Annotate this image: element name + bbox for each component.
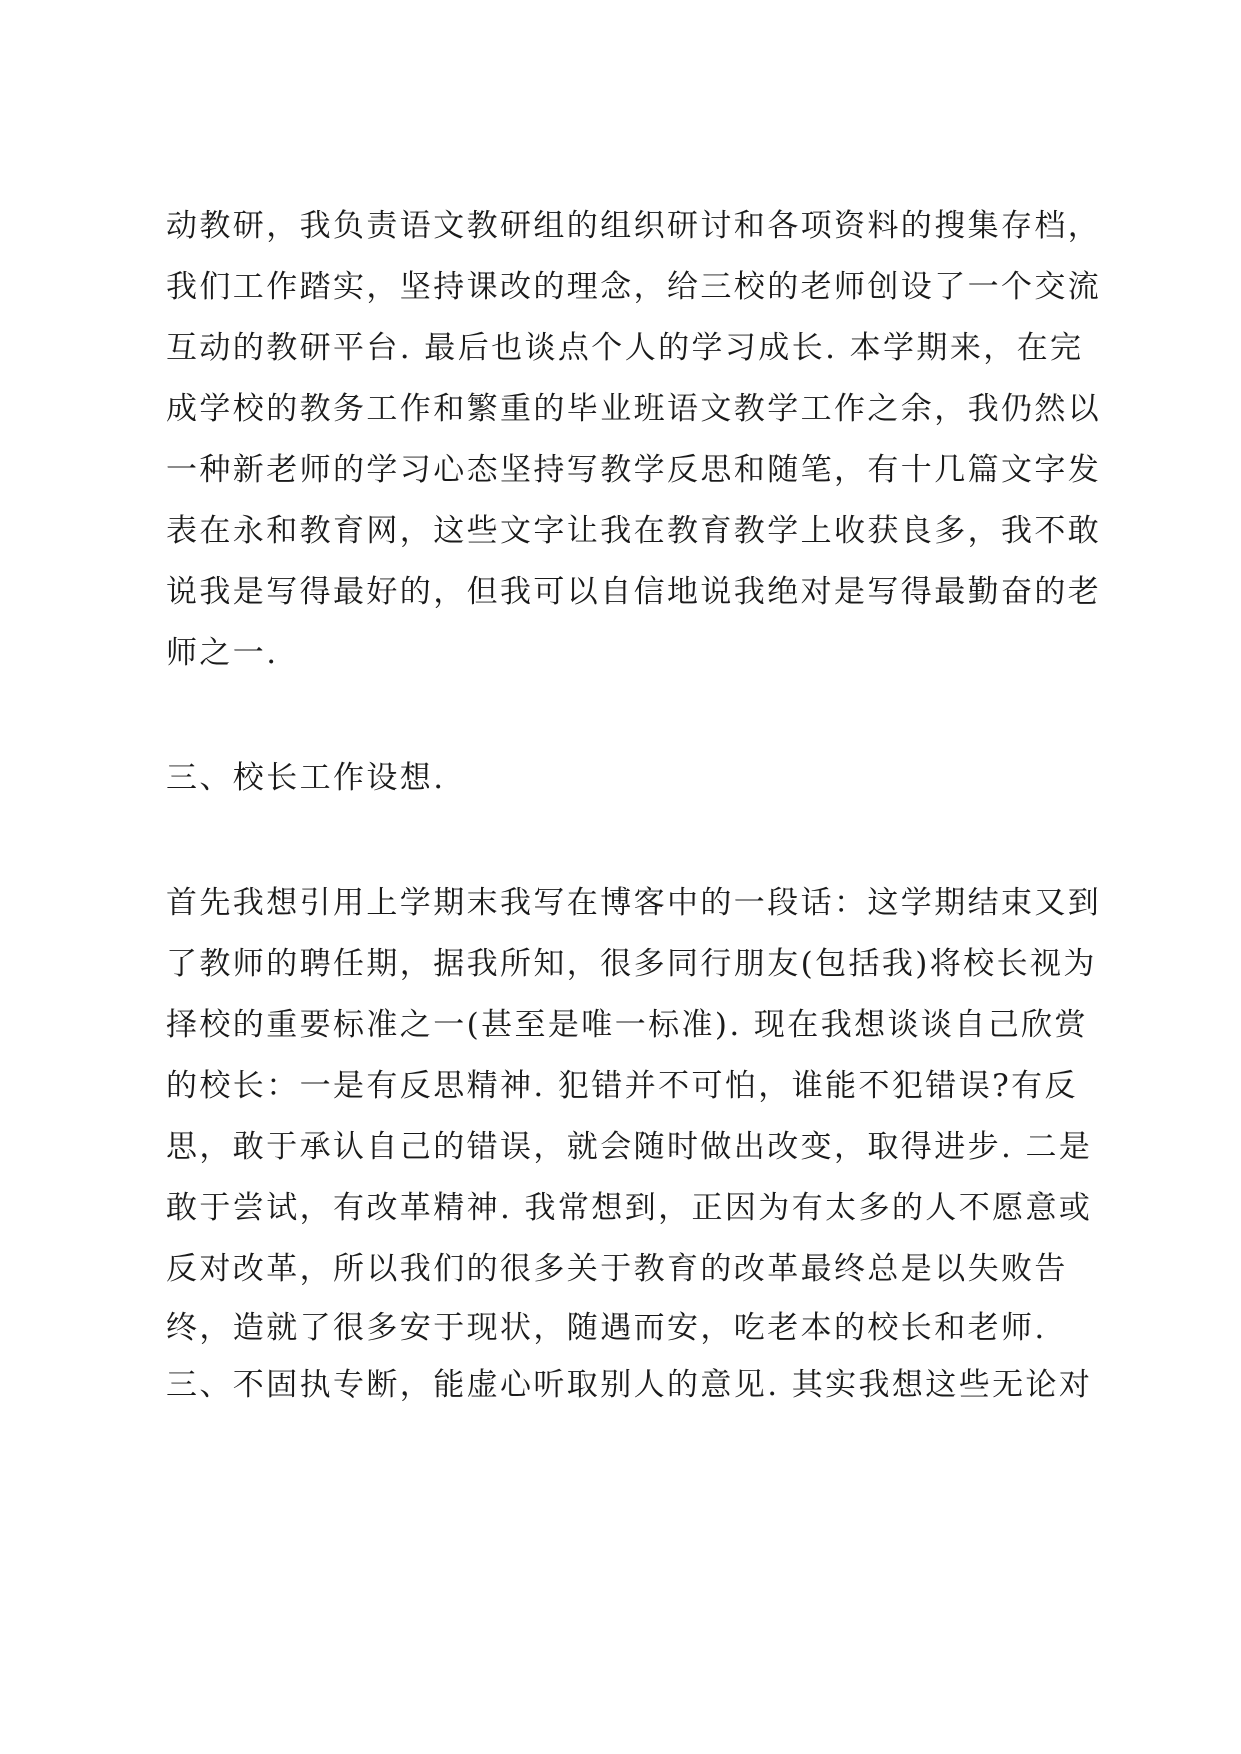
paragraph-line: 思，敢于承认自己的错误，就会随时做出改变，取得进步. 二是: [166, 1129, 1093, 1165]
paragraph-line: 我们工作踏实，坚持课改的理念，给三校的老师创设了一个交流: [166, 269, 1102, 305]
paragraph-line: 成学校的教务工作和繁重的毕业班语文教学工作之余，我仍然以: [166, 391, 1102, 427]
paragraph-line: 敢于尝试，有改革精神. 我常想到，正因为有太多的人不愿意或: [166, 1190, 1093, 1226]
paragraph-line: 一种新老师的学习心态坚持写教学反思和随笔，有十几篇文字发: [166, 452, 1102, 488]
section-heading: 三、校长工作设想.: [166, 760, 446, 796]
paragraph-line: 表在永和教育网，这些文字让我在教育教学上收获良多，我不敢: [166, 513, 1102, 549]
paragraph-line: 首先我想引用上学期末我写在博客中的一段话：这学期结束又到: [166, 885, 1102, 921]
paragraph-line: 反对改革，所以我们的很多关于教育的改革最终总是以失败告: [166, 1251, 1068, 1287]
paragraph-line: 了教师的聘任期，据我所知，很多同行朋友(包括我)将校长视为: [166, 946, 1097, 982]
paragraph-line: 终，造就了很多安于现状，随遇而安，吃老本的校长和老师.: [166, 1310, 1047, 1346]
paragraph-line: 说我是写得最好的，但我可以自信地说我绝对是写得最勤奋的老: [166, 574, 1102, 610]
paragraph-line: 互动的教研平台. 最后也谈点个人的学习成长. 本学期来，在完: [166, 330, 1084, 366]
paragraph-line: 的校长：一是有反思精神. 犯错并不可怕，谁能不犯错误?有反: [166, 1068, 1078, 1104]
paragraph-line: 师之一.: [166, 635, 279, 671]
paragraph-line: 择校的重要标准之一(甚至是唯一标准). 现在我想谈谈自己欣赏: [166, 1007, 1088, 1043]
paragraph-line: 三、不固执专断，能虚心听取别人的意见. 其实我想这些无论对: [166, 1367, 1093, 1403]
paragraph-line: 动教研，我负责语文教研组的组织研讨和各项资料的搜集存档，: [166, 208, 1102, 244]
